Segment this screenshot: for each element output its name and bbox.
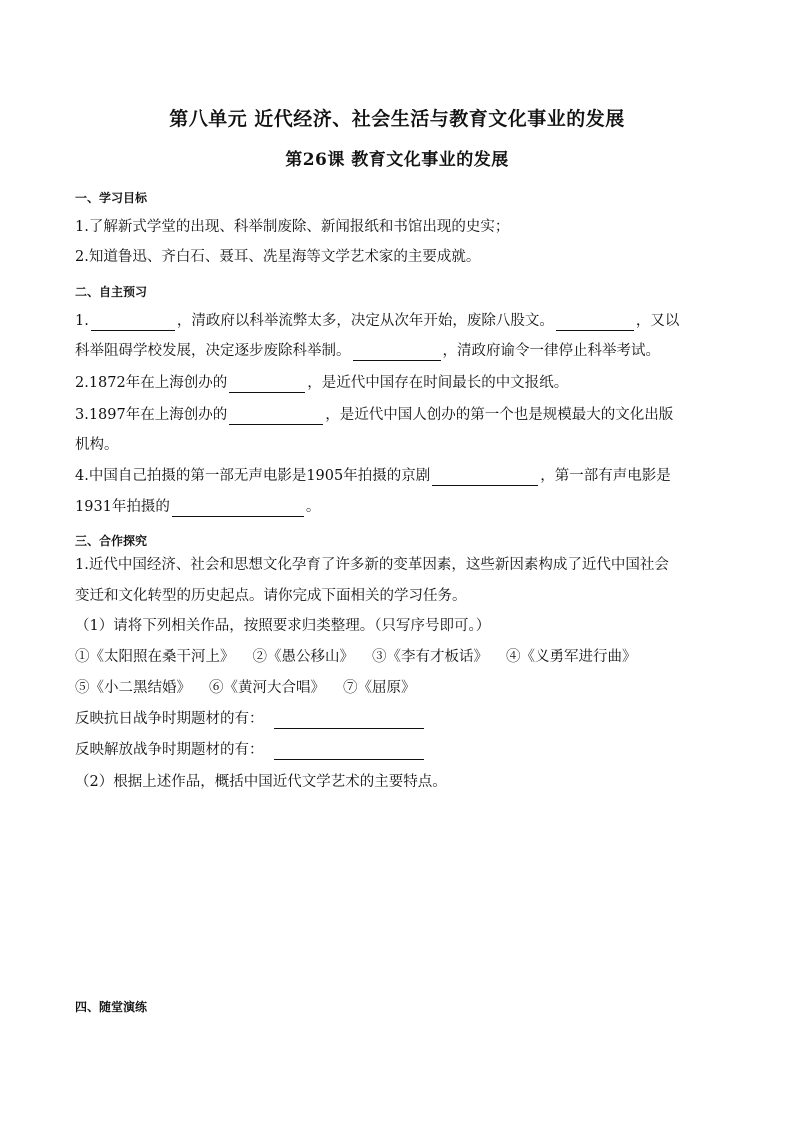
section-heading-preview: 二、自主预习 bbox=[75, 285, 148, 299]
anti-japanese-line bbox=[75, 709, 426, 729]
q2-text-a: 2.1872年在上海创办的 bbox=[75, 375, 228, 391]
work-item: ②《愚公移山》 bbox=[252, 649, 354, 665]
work-item: ⑤《小二黑结婚》 bbox=[75, 680, 191, 696]
q1-text-a: ，清政府以科举流弊太多，决定从次年开始，废除八股文。 bbox=[176, 313, 554, 329]
q4-text-a: 4.中国自己拍摄的第一部无声电影是1905年拍摄的京剧 bbox=[75, 468, 431, 484]
q3-text-b: ，是近代中国人创办的第一个也是规模最大的文化出版 bbox=[325, 407, 674, 423]
goal-2: 2.知道鲁迅、齐白石、聂耳、冼星海等文学艺术家的主要成就。 bbox=[75, 249, 481, 265]
answer-blank[interactable] bbox=[274, 743, 424, 760]
answer-blank[interactable] bbox=[556, 314, 634, 331]
section-heading-goals: 一、学习目标 bbox=[75, 191, 148, 205]
unit-title: 第八单元 近代经济、社会生活与教育文化事业的发展 bbox=[169, 108, 625, 130]
question-3-line-2: 机构。 bbox=[75, 437, 119, 453]
goal-1: 1.了解新式学堂的出现、科举制废除、新闻报纸和书馆出现的史实； bbox=[75, 219, 510, 235]
question-2 bbox=[75, 373, 568, 393]
work-item: ⑦《屈原》 bbox=[343, 680, 416, 696]
section-heading-inquiry: 三、合作探究 bbox=[75, 534, 148, 548]
question-4-line-1 bbox=[75, 466, 671, 486]
inquiry-paragraph-1: 1.近代中国经济、社会和思想文化孕育了许多新的变革因素，这些新因素构成了近代中国社会 bbox=[75, 557, 669, 573]
liberation-line bbox=[75, 740, 426, 760]
q1-text-c: 科举阻碍学校发展，决定逐步废除科举制。 bbox=[75, 343, 351, 359]
task-1: （1）请将下列相关作品，按照要求归类整理。（只写序号即可。） bbox=[75, 618, 491, 634]
anti-japanese-label: 反映抗日战争时期题材的有： bbox=[75, 711, 264, 727]
q1-number: 1. bbox=[75, 313, 89, 329]
q1-text-d: ，清政府谕令一律停止科举考试。 bbox=[442, 343, 660, 359]
liberation-label: 反映解放战争时期题材的有： bbox=[75, 742, 264, 758]
answer-blank[interactable] bbox=[91, 314, 175, 331]
q4-text-b: ，第一部有声电影是 bbox=[540, 468, 671, 484]
question-1-line-1 bbox=[75, 311, 679, 331]
question-3-line-1 bbox=[75, 405, 673, 425]
q1-text-b: ，又以 bbox=[635, 313, 680, 329]
inquiry-paragraph-2: 变迁和文化转型的历史起点。请你完成下面相关的学习任务。 bbox=[75, 588, 467, 604]
answer-blank[interactable] bbox=[353, 344, 441, 361]
q2-text-b: ，是近代中国存在时间最长的中文报纸。 bbox=[307, 375, 569, 391]
section-heading-practice: 四、随堂演练 bbox=[75, 1000, 148, 1014]
q4-text-c: 1931年拍摄的 bbox=[75, 499, 170, 515]
answer-blank[interactable] bbox=[229, 408, 323, 425]
work-item: ④《义勇军进行曲》 bbox=[506, 649, 637, 665]
lesson-title: 第26课 教育文化事业的发展 bbox=[285, 150, 509, 170]
work-item: ③《李有才板话》 bbox=[372, 649, 488, 665]
answer-blank[interactable] bbox=[274, 712, 424, 729]
task-2: （2）根据上述作品，概括中国近代文学艺术的主要特点。 bbox=[75, 774, 447, 790]
answer-blank[interactable] bbox=[432, 469, 538, 486]
answer-blank[interactable] bbox=[172, 500, 304, 517]
answer-blank[interactable] bbox=[229, 376, 305, 393]
work-item: ⑥《黄河大合唱》 bbox=[209, 680, 325, 696]
works-list-row-1 bbox=[75, 647, 637, 667]
question-1-line-2 bbox=[75, 341, 660, 361]
work-item: ①《太阳照在桑干河上》 bbox=[75, 649, 235, 665]
q4-text-d: 。 bbox=[305, 499, 321, 515]
question-4-line-2 bbox=[75, 497, 320, 517]
works-list-row-2 bbox=[75, 678, 416, 698]
q3-text-a: 3.1897年在上海创办的 bbox=[75, 407, 228, 423]
